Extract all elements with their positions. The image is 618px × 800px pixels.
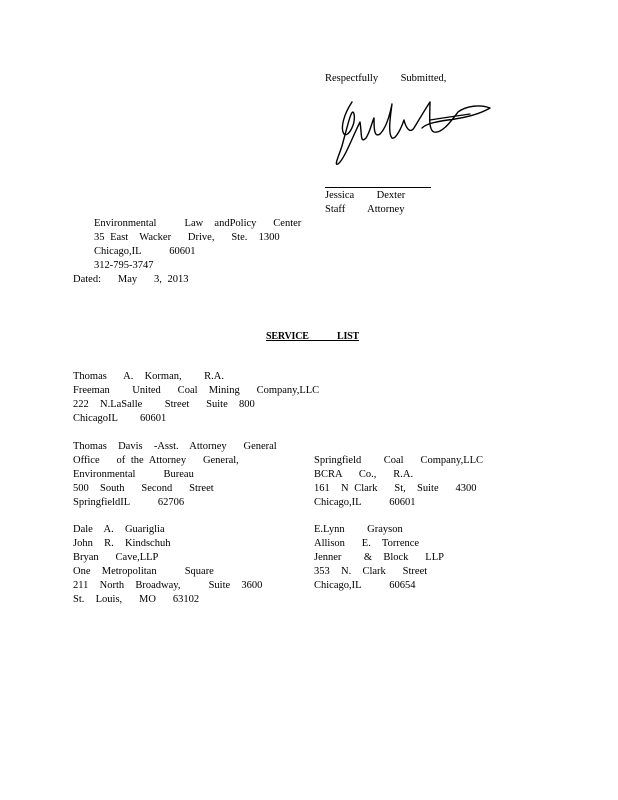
recipient-springfield-coal (314, 454, 483, 510)
recipient-line: Thomas A. Korman, R.A. (73, 371, 224, 382)
recipient-line: St. Louis, MO 63102 (73, 594, 200, 605)
recipient-line: SpringfieldIL 62706 (73, 497, 185, 508)
recipient-line: BCRA Co., R.A. (314, 469, 414, 480)
org-address-block (94, 217, 301, 273)
recipient-line: Environmental Bureau (73, 469, 194, 480)
recipient-line: Jenner & Block LLP (314, 552, 444, 563)
recipient-line: ChicagoIL 60601 (73, 413, 167, 424)
recipient-line: John R. Kindschuh (73, 538, 171, 549)
recipient-line: Thomas Davis -Asst. Attorney General (73, 441, 277, 452)
recipient-line: E.Lynn Grayson (314, 524, 403, 535)
recipient-line: Springfield Coal Company,LLC (314, 455, 484, 466)
recipient-line: 500 South Second Street (73, 483, 214, 494)
recipient-line: 222 N.LaSalle Street Suite 800 (73, 399, 255, 410)
recipient-grayson (314, 523, 444, 593)
recipient-line: Allison E. Torrence (314, 538, 420, 549)
recipient-davis (73, 440, 277, 510)
signer-title: Staff Attorney (325, 204, 405, 215)
recipient-line: One Metropolitan Square (73, 566, 214, 577)
dated-line: Dated: May 3, 2013 (73, 274, 189, 285)
recipient-line: 353 N. Clark Street (314, 566, 428, 577)
recipient-line: Chicago,IL 60601 (314, 497, 416, 508)
org-address-line: Environmental Law andPolicy Center (94, 218, 302, 229)
recipient-line: Bryan Cave,LLP (73, 552, 159, 563)
recipient-line: 211 North Broadway, Suite 3600 (73, 580, 263, 591)
recipient-line: Chicago,IL 60654 (314, 580, 416, 591)
service-list-heading: SERVICE LIST (266, 331, 359, 342)
recipient-guariglia (73, 523, 262, 607)
recipient-line: Freeman United Coal Mining Company,LLC (73, 385, 320, 396)
closing-text: Respectfully Submitted, (325, 73, 447, 84)
handwritten-signature (330, 94, 495, 172)
recipient-line: Dale A. Guariglia (73, 524, 165, 535)
signature-line (325, 187, 431, 188)
recipient-korman (73, 370, 319, 426)
recipient-line: Office of the Attorney General, (73, 455, 239, 466)
signer-name: Jessica Dexter (325, 190, 406, 201)
recipient-line: 161 N Clark St, Suite 4300 (314, 483, 477, 494)
org-address-line: 312-795-3747 (94, 260, 154, 271)
org-address-line: 35 East Wacker Drive, Ste. 1300 (94, 232, 280, 243)
org-address-line: Chicago,IL 60601 (94, 246, 196, 257)
